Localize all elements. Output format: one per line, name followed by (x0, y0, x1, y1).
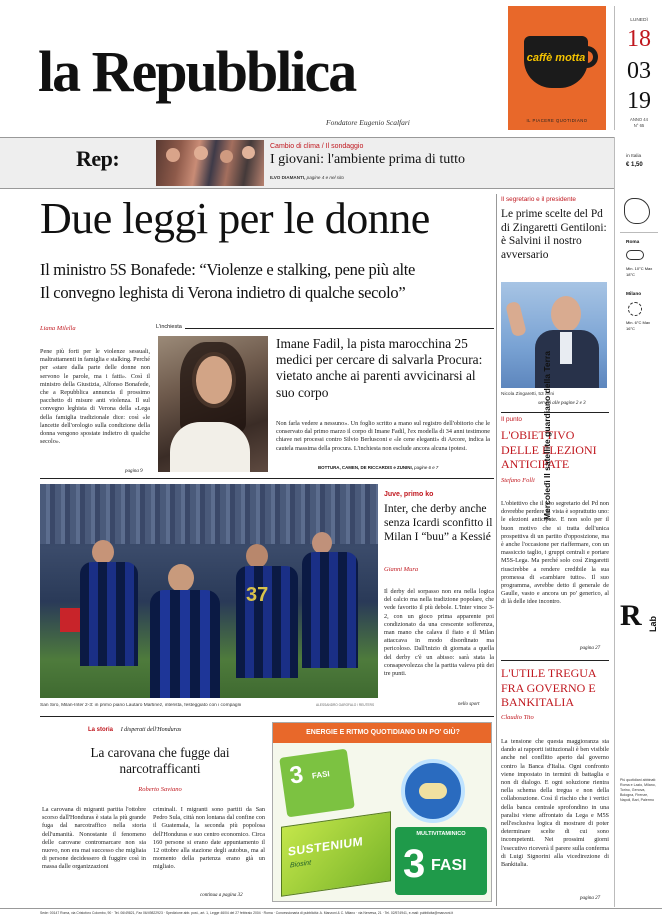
punto-headline[interactable]: L'OBIETTIVO DELLE ELEZIONI ANTICIPATE (501, 428, 597, 472)
derby-photo: 37 (40, 484, 378, 698)
storia-author: Roberto Saviano (138, 786, 182, 793)
product-name: SUSTENIUM (288, 834, 364, 859)
weather-temps-1: Min. 10°C Max 18°C (626, 266, 653, 277)
juve-body: Il derby del sorpasso non era nella logica del calcio ma nella tradizione popolare, che vede favorito il più debole. L'Inter vince 3-2, con un gioco prima apparente poi condizionato da una crescente sofferenza, man mano che calava il fiato e il Milan attaccava in modo disordinato ma pericoloso. Dall'inizio di giornata a quella del derby c'è un abisso: sarà stata la consapevolezza che la partita valeva più dei tre punti. (384, 588, 494, 678)
box-line2: FASI (431, 857, 467, 874)
rlab-r: R (620, 599, 642, 632)
derby-photo-caption: San Siro, Milan-Inter 2-3: in primo piano Lautaro Martinez, interista, festeggiato con i compagni (40, 703, 242, 708)
lead-deck-1: Il ministro 5S Bonafede: “Violenze e stalking, pene più alte (40, 260, 416, 279)
rep-page-ref: pagine 4 e nel sito (306, 175, 344, 180)
rlab-logo[interactable] (620, 600, 642, 632)
lead-deck-2: Il convegno leghista di Verona indietro di qualche secolo” (40, 283, 406, 302)
box-big: 3 (403, 842, 426, 886)
sidebar-headline[interactable]: Le prime scelte del Pd di Zingaretti Gentiloni: è Salvini il nostro avversario (501, 208, 607, 261)
sustenium-ad[interactable] (272, 722, 492, 902)
tregua-body: La tensione che questa maggioranza sta dando ai rapporti istituzionali è ben visibile anche nel conflitto aperto dal governo contro la Banca d'Italia. Ogni confronto viene impostato in termini di battaglia e non di dialogo. E ogni soluzione rientra nella schema della tregua e non della collaborazione. Così il rischio che i vertici della banca centrale sprofondino in una paralisi viene affrontato da Lega e M5S nell'esclusiva logica di mostrare di poter determinare scelte di cui sono incompetenti. Nei prossimi giorni l'esecutivo riceverà il parere sulla conferma di Luigi Signorini alla vicedirezione di Bankitalia. (501, 738, 609, 869)
storia-page-ref: continua a pagina 32 (200, 893, 243, 898)
lead-headline[interactable]: Due leggi per le donne (40, 194, 430, 243)
punto-author: Stefano Folli (501, 477, 535, 484)
sidebar-kicker: Il segretario e il presidente (501, 196, 576, 203)
inchiesta-page-ref: pagine 6 e 7 (414, 465, 439, 470)
juve-author: Gianni Mura (384, 566, 419, 573)
fadil-photo (158, 336, 268, 472)
price: € 1,50 (626, 162, 643, 168)
rep-byline (270, 175, 344, 180)
derby-photo-credit: ALESSANDRO GAROFALO / REUTERS (316, 703, 375, 707)
punto-label: Il punto (501, 416, 522, 423)
weather-temps-2: Min. 6°C Max 16°C (626, 320, 651, 331)
rep-logo[interactable]: Rep: (76, 146, 120, 171)
box-line1: MULTIVITAMINICO (416, 831, 466, 837)
ad-banner: ENERGIE E RITMO QUOTIDIANO UN PO' GIÙ? (273, 723, 492, 743)
sidebar-byline: servizi alle pagine 2 e 3 (538, 401, 586, 406)
lead-author: Liana Milella (40, 325, 76, 332)
sun-icon (628, 302, 642, 316)
product-sub: Biosint (290, 859, 312, 870)
tregua-author: Claudio Tito (501, 714, 534, 721)
ad-tagline: IL PIACERE QUOTIDIANO (526, 118, 588, 123)
horoscope-icon (624, 198, 650, 224)
date-year: 19 (627, 88, 651, 114)
weather-city-2: Milano (626, 292, 642, 297)
rlab-word: Lab (648, 615, 658, 632)
multivitaminico-box (395, 827, 487, 895)
masthead-founder: Fondatore Eugenio Scalfari (326, 118, 410, 127)
date-day: 18 (627, 26, 651, 52)
cloud-icon (626, 250, 644, 260)
storia-label-main: La storia (88, 727, 114, 733)
price-label: in Italia (626, 154, 642, 159)
pack-word: FASI (311, 769, 331, 781)
numero: N° 65 (633, 123, 645, 128)
tregua-headline[interactable]: L'UTILE TREGUA FRA GOVERNO E BANKITALIA (501, 666, 596, 710)
masthead-title: la Repubblica (38, 39, 356, 104)
storia-body-1: La carovana di migranti partita l'ottobre scorso dall'Honduras è stata la più grande fuga dal narcotraffico nella storia dell'umanità. Nonostante il fenomeno delle carovane contromarcare non sia nuovo, non era mai successo che migliaia di persone decidessero di fuggire così in massa dalle organizzazioni (42, 806, 146, 871)
footer-text: Sede: 00147 Roma, via Cristoforo Colombo, 90 · Tel. 06/49821, Fax 06/49822923 · Spedizione abb. post., art. 1, Legge 46/04 del 27 febbraio 2004 · Roma · Concessionaria di pubblicità: A. Manzoni & C. Milano · via Nervesa, 21 · Tel. 02/574941, e-mail: pubblicita@manzoni.it (40, 911, 454, 915)
storia-headline[interactable]: La carovana che fugge dai narcotrafficanti (90, 745, 230, 777)
zingaretti-photo (501, 282, 607, 388)
punto-body: L'obiettivo che il neo segretario del Pd non dovrebbe perdere di vista è soprattutto uno: le elezioni anticipate. E non solo per il buon motivo che si tratta dell'unica prospettiva di un partito d'opposizione, ma è anche l'occasione per riaffermare, con un massiccio taglio, i gruppi centrali e portare M5S-Lega. Ma perché solo così Zingaretti riuscirebbe a rendere credibile la sua promessa di «cambiare tutto». Il suo programma, avrebbe detto il generale de Gaulle, vasto e ancora un po' generico, al di là delle idee incontro. (501, 500, 609, 606)
inchiesta-headline[interactable]: Imane Fadil, la pista marocchina 25 medici per cercare di salvarla Procura: vietato anche ai parenti avvicinarsi al suo corpo (276, 336, 483, 400)
juve-page-ref: nello sport (458, 702, 480, 707)
rail-small-text: Più quotidiani abbinati: Roma e Lazio, Milano, Torino, Genova, Bologna, Firenze, Napoli, Bari, Palermo (620, 778, 657, 802)
date-month: 03 (627, 58, 651, 84)
motta-ad[interactable] (508, 6, 606, 130)
lead-page-ref: pagina 9 (125, 469, 143, 474)
lead-body: Pene più forti per le violenze sessuali, maltrattamenti in famiglia e stalking. Perché per «stare dalla parte delle donne non servono le parole, ma i fatti». Così il ministro della Giustizia, Alfonso Bonafede, che a Repubblica annuncia il prossimo pacchetto di misure anti violenza. Il sul convegno leghista di Verona della «Lega della famiglia tradizionale dice: così «le lancette dell'orologio sulla condizione della donna vengono spostate indietro di qualche secolo». (40, 348, 150, 446)
rep-kicker: Cambio di clima / Il sondaggio (270, 143, 364, 150)
inchiesta-byline-names: BOTTURA, CAMEN, DE RICCARDIS e ZUNINI, (318, 465, 413, 470)
punto-page-ref: pagina 27 (580, 646, 601, 651)
storia-sublabel: I disperati dell'Honduras (120, 727, 182, 733)
inchiesta-body: Non farla vedere a nessuno». Un foglio scritto a mano sul registro dell'obitorio che le conservato dal primo marzo il corpo di Imane Fadil, l'ex modella di 34 anni testimone chiave nei processi contro Silvio Berlusconi e «le cene eleganti» di Arcore, indica la cautela massima della procura. L'inchiesta non esclude ancora alcuna ipotesi. (276, 420, 490, 452)
ad-brand: caffè motta (526, 52, 586, 64)
date-box (614, 6, 658, 130)
juve-headline[interactable]: Inter, che derby anche senza Icardi sconfitto il Milan I “buu” a Kessié (384, 502, 493, 543)
youth-photo (156, 140, 264, 186)
product-box (281, 811, 391, 896)
day-name: LUNEDÌ (630, 18, 648, 23)
sachet-pack (279, 749, 355, 818)
inchiesta-byline (318, 465, 438, 470)
anno: ANNO 44 (630, 117, 648, 122)
storia-body-2: criminali. I migranti sono partiti da San Pedro Sula, città non lontana dal confine con il Guatemala, la seconda più popolosa dell'Honduras e suo centro economico. Circa 160 persone si erano date appuntamento il 12 ottobre alla stazione degli autobus, ma al momento della partenza erano già un migliaio. (153, 806, 265, 871)
inchiesta-label: L'inchiesta (156, 324, 185, 330)
rlab-vertical-text: Mercoledì Il satellite guardiano della Terra (542, 351, 552, 520)
rep-headline[interactable]: I giovani: l'ambiente prima di tutto (270, 152, 465, 167)
tablet-disc (401, 759, 465, 823)
rep-byline-name: ILVO DIAMANTI, (270, 175, 306, 180)
pack-big: 3 (287, 760, 305, 790)
storia-label (88, 727, 181, 733)
weather-city-1: Roma (626, 240, 640, 245)
tregua-page-ref: pagina 27 (580, 896, 601, 901)
juve-kicker: Juve, primo ko (384, 491, 434, 498)
zingaretti-caption: Nicola Zingaretti, 53 anni (501, 392, 555, 397)
